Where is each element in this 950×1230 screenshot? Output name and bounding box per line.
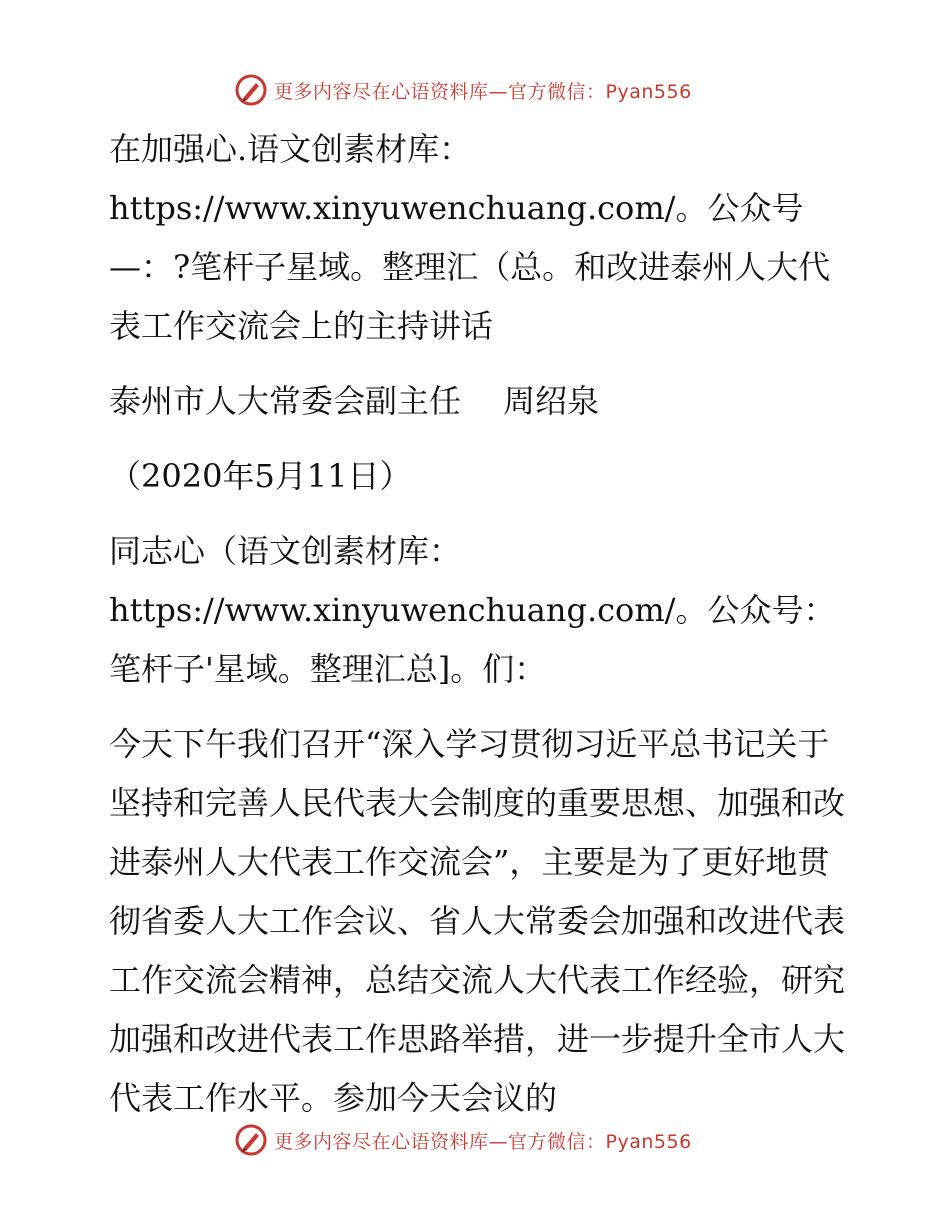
banner-text: 更多内容尽在心语资料库—官方微信：Pyan556 <box>274 1130 692 1153</box>
pen-logo-icon <box>234 1123 268 1157</box>
footer-banner <box>234 1122 692 1158</box>
document-title: 在加强心.语文创素材库：https://www.xinyuwenchuang.com/。公众号—：?笔杆子星域。整理汇（总。和改进泰州人大代表工作交流会上的主持讲话 <box>109 130 831 345</box>
pen-logo-icon <box>234 73 268 107</box>
date-line: （2020年5月11日） <box>109 457 412 495</box>
header-banner <box>234 72 692 108</box>
banner-text: 更多内容尽在心语资料库—官方微信：Pyan556 <box>274 80 692 103</box>
author-line: 泰州市人大常委会副主任 周绍泉 <box>109 382 600 420</box>
salutation: 同志心（语文创素材库：https://www.xinyuwenchuang.com/。公众号：笔杆子'星域。整理汇总]。们： <box>109 532 836 688</box>
body-paragraph: 今天下午我们召开“深入学习贯彻习近平总书记关于坚持和完善人民代表大会制度的重要思想、加强和改进泰州人大代表工作交流会”，主要是为了更好地贯彻省委人大工作会议、省人大常委会加强和改进代表工作交流会精神，总结交流人大代表工作经验，研究加强和改进代表工作思路举措，进一步提升全市人大代表工作水平。参加今天会议的 <box>109 725 846 1117</box>
document-body <box>97 120 857 1128</box>
